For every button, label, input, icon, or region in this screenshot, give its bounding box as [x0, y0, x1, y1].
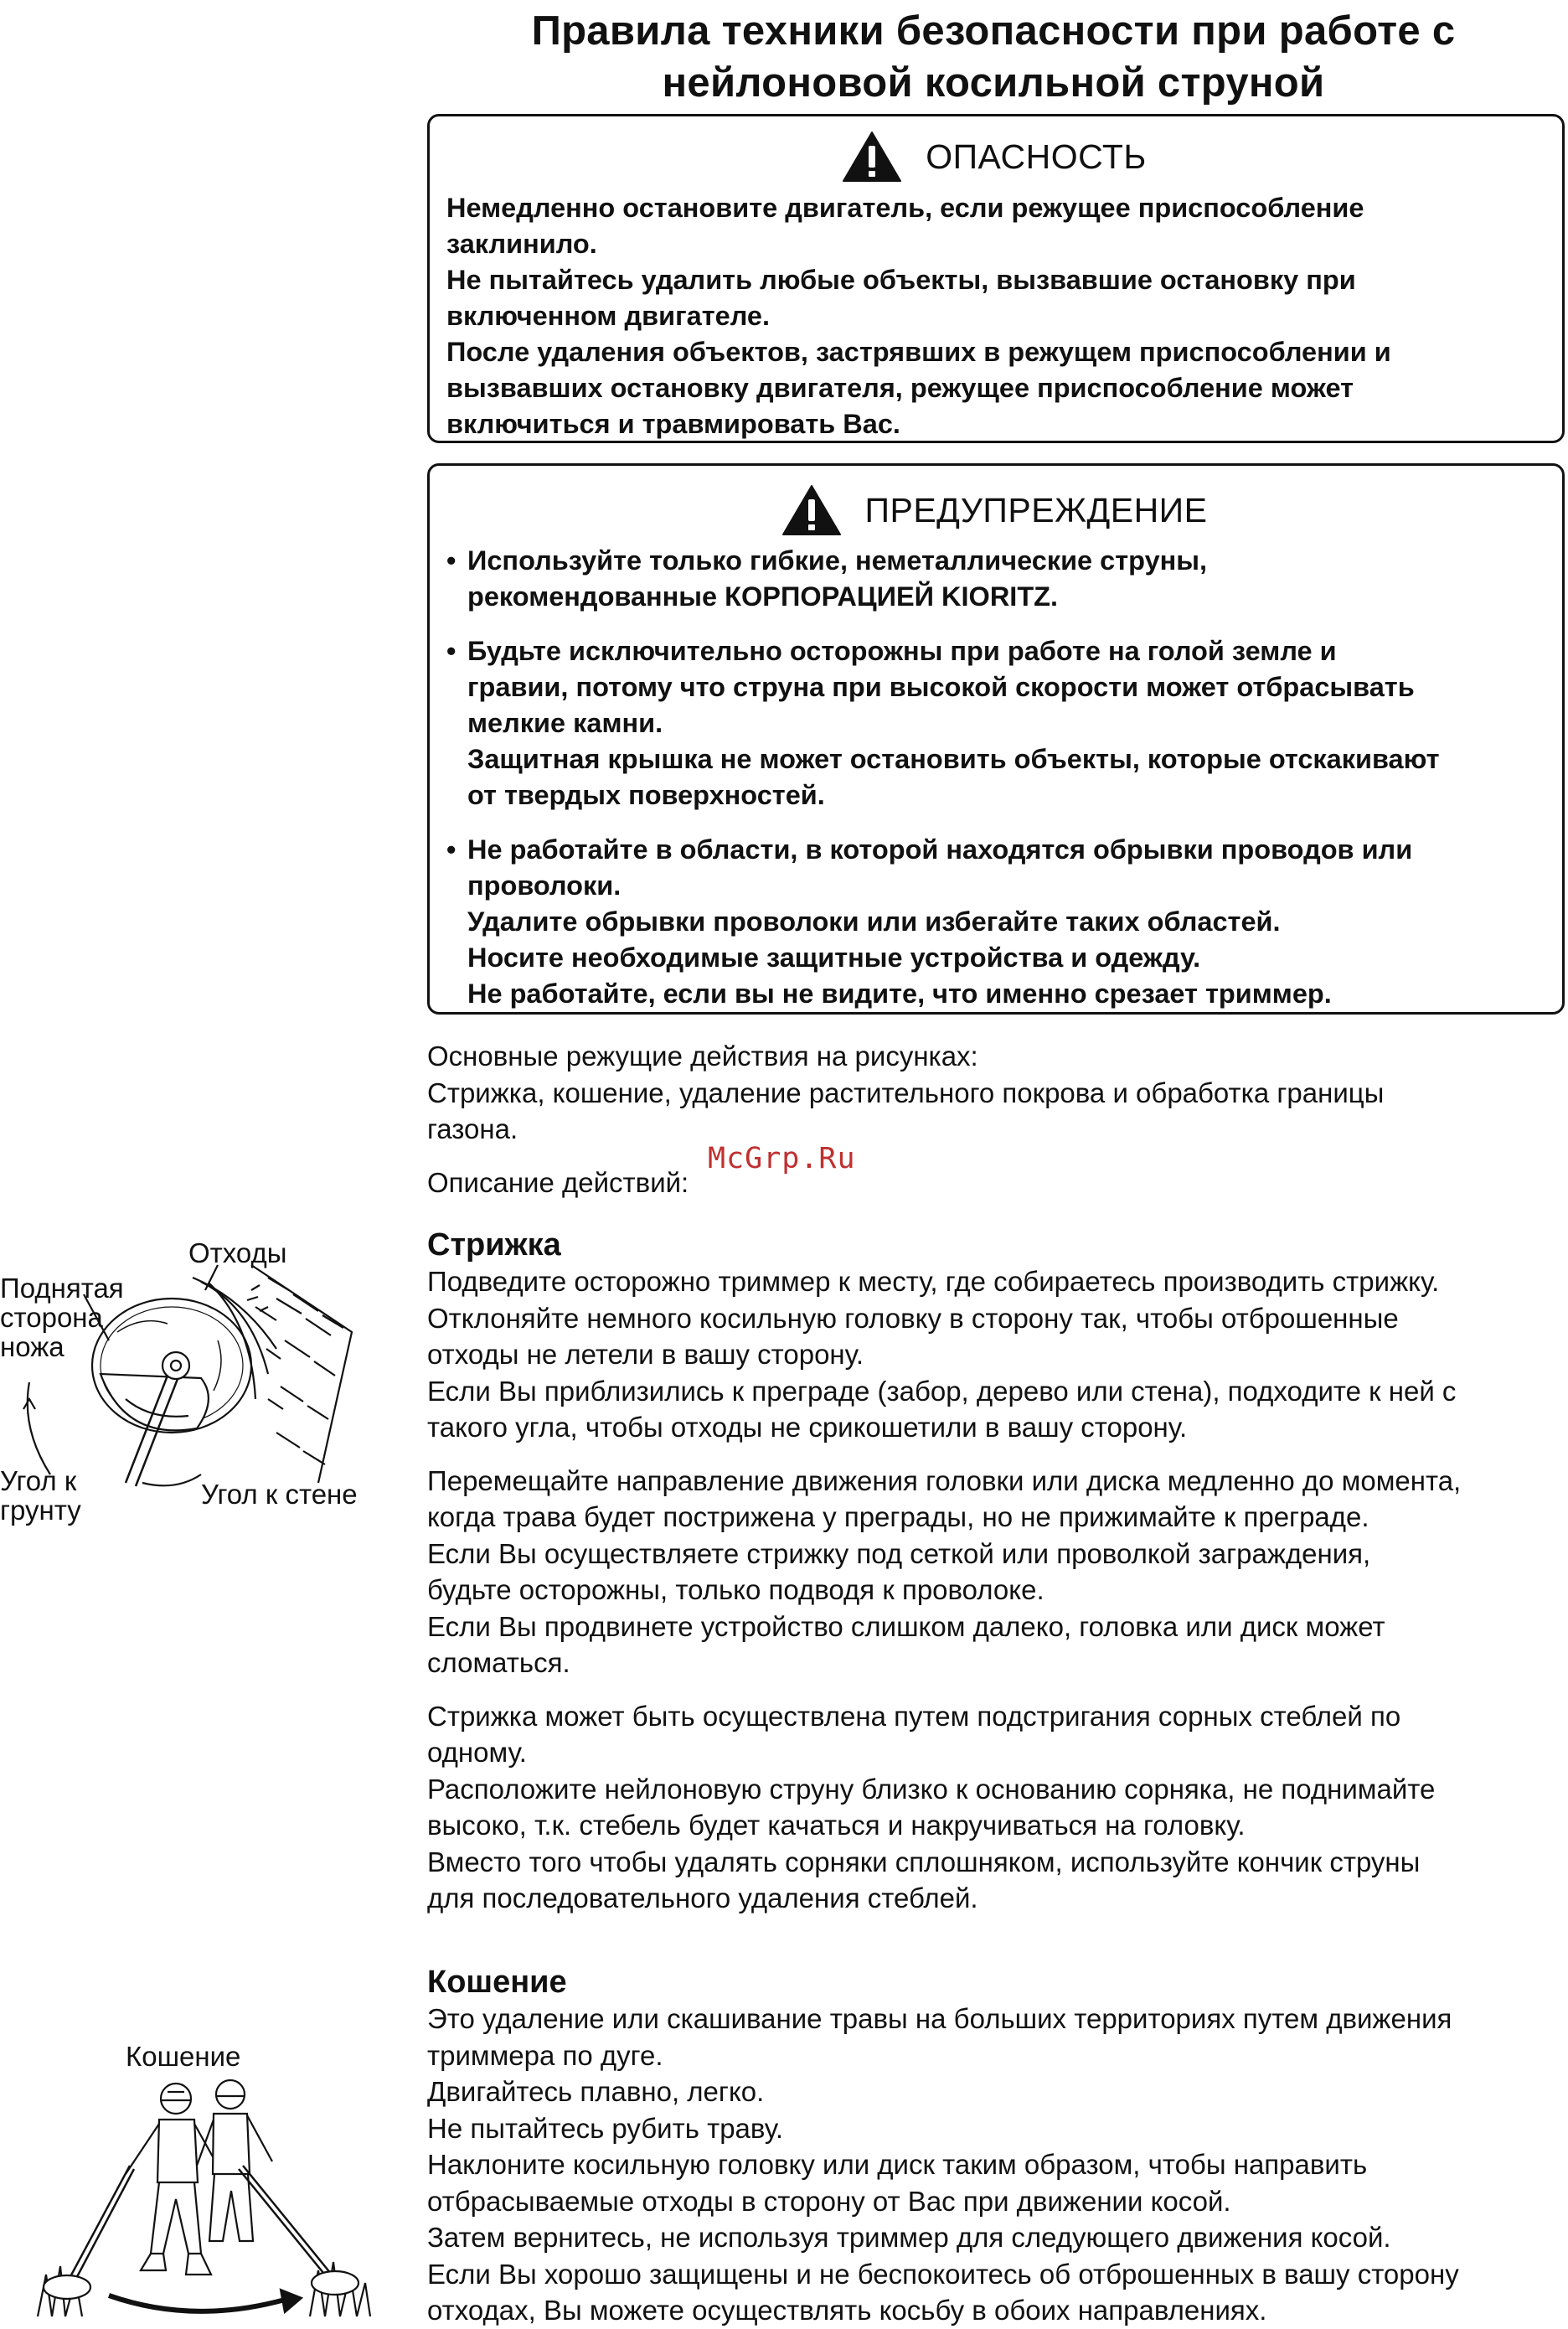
danger-header — [446, 123, 1542, 190]
danger-line: включиться и травмировать Вас. — [446, 409, 900, 439]
trimming-line: Перемещайте направление движения головки или диска медленно до момента, — [427, 1464, 1462, 1496]
title-line-2: нейлоновой косильной струной — [662, 60, 1325, 106]
mowing-heading: Кошение — [427, 1965, 567, 2000]
danger-line: Не пытайтесь удалить любые объекты, вызвавшие остановку при — [446, 265, 1356, 295]
trimming-line: для последовательного удаления стеблей. — [427, 1882, 978, 1913]
trimming-line: Если Вы продвинете устройство слишком далеко, головка или диск может — [427, 1610, 1385, 1642]
danger-line: вызвавших остановку двигателя, режущее приспособление может — [446, 373, 1354, 403]
mowing-line: Затем вернитесь, не используя триммер для следующего движения косой. — [427, 2222, 1391, 2253]
warning-line: от твердых поверхностей. — [467, 780, 825, 810]
intro-section — [427, 1038, 1566, 1201]
trimming-line: Если Вы осуществляете стрижку под сеткой или проволкой заграждения, — [427, 1537, 1371, 1569]
danger-line: заклинило. — [446, 229, 597, 259]
watermark: McGrp.Ru — [708, 1142, 856, 1175]
trimming-line: Подведите осторожно триммер к месту, где собираетесь производить стрижку. — [427, 1266, 1440, 1297]
fig1-label-wall: Угол к стене — [201, 1479, 358, 1510]
mowing-line: Двигайтесь плавно, легко. — [427, 2076, 765, 2107]
warning-triangle-icon — [781, 484, 842, 536]
trimming-line: одному. — [427, 1737, 527, 1768]
warning-line: Не работайте, если вы не видите, что именно срезает триммер. — [467, 979, 1332, 1009]
mowing-line: триммера по дуге. — [427, 2039, 663, 2071]
warning-line: Будьте исключительно осторожны при работе на голой земле и — [467, 636, 1337, 666]
warning-bullet — [446, 633, 1542, 813]
mowing-line: отбрасываемые отходы в сторону от Вас при движении косой. — [427, 2185, 1231, 2217]
mowing-line: Это удаление или скашивание травы на больших территориях путем движения — [427, 2003, 1452, 2034]
fig1-label-raised-3: ножа — [0, 1331, 64, 1362]
warning-box — [427, 463, 1565, 1015]
page-title — [426, 5, 1561, 109]
bullet-dot: • — [446, 834, 456, 865]
trimming-line: когда трава будет пострижена у преграды, но не прижимайте к преграде. — [427, 1501, 1369, 1532]
warning-header — [446, 478, 1542, 543]
danger-line: включенном двигателе. — [446, 301, 771, 331]
mowing-line: Не пытайтесь рубить траву. — [427, 2112, 784, 2144]
bullet-dot: • — [446, 636, 456, 666]
warning-text — [446, 543, 1542, 1012]
fig1-label-raised-2: сторона — [0, 1302, 103, 1333]
intro-line: газона. — [427, 1113, 518, 1144]
trimming-line: Отклоняйте немного косильную головку в сторону так, чтобы отброшенные — [427, 1302, 1399, 1334]
fig1-label-raised-1: Поднятая — [0, 1273, 124, 1304]
title-line-1: Правила техники безопасности при работе с — [531, 8, 1456, 54]
trimming-heading: Стрижка — [427, 1227, 561, 1263]
fig1-label-debris: Отходы — [188, 1237, 287, 1268]
warning-line: Используйте только гибкие, неметаллические струны, — [467, 545, 1208, 576]
trimming-line: будьте осторожны, только подводя к проволоке. — [427, 1574, 1044, 1605]
warning-bullet — [446, 832, 1542, 1012]
fig1-label-ground-2: грунту — [0, 1495, 81, 1526]
trimming-line: Если Вы приблизились к преграде (забор, дерево или стена), подходите к ней с — [427, 1375, 1457, 1407]
intro-line: Стрижка, кошение, удаление растительного покрова и обработка границы — [427, 1077, 1385, 1108]
trimming-line: Стрижка может быть осуществлена путем подстригания сорных стеблей по — [427, 1700, 1401, 1732]
trimming-line: Вместо того чтобы удалять сорняки сплошняком, используйте кончик струны — [427, 1846, 1421, 1877]
warning-line: проволоки. — [467, 870, 622, 901]
warning-line: рекомендованные КОРПОРАЦИЕЙ KIORITZ. — [467, 581, 1059, 612]
mowing-line: отходах, Вы можете осуществлять косьбу в обоих направлениях. — [427, 2295, 1267, 2326]
warning-line: мелкие камни. — [467, 708, 663, 738]
warning-heading: ПРЕДУПРЕЖДЕНИЕ — [864, 490, 1208, 529]
mowing-line: Наклоните косильную головку или диск таким образом, чтобы направить — [427, 2149, 1368, 2180]
warning-line: Носите необходимые защитные устройства и одежду. — [467, 942, 1201, 973]
trimming-line: Расположите нейлоновую струну близко к основанию сорняка, не поднимайте — [427, 1773, 1436, 1805]
trimming-line: высоко, т.к. стебель будет качаться и накручиваться на головку. — [427, 1810, 1246, 1841]
danger-line: После удаления объектов, застрявших в режущем приспособлении и — [446, 337, 1391, 367]
warning-line: Не работайте в области, в которой находятся обрывки проводов или — [467, 834, 1413, 865]
trimming-section — [427, 1226, 1566, 1917]
trimming-line: сломаться. — [427, 1647, 570, 1678]
trimming-line: отходы не летели в вашу сторону. — [427, 1339, 864, 1370]
warning-line: Защитная крышка не может остановить объекты, которые отскакивают — [467, 744, 1440, 774]
bullet-dot: • — [446, 545, 456, 576]
danger-text — [446, 190, 1542, 442]
warning-bullet — [446, 543, 1542, 615]
fig2-label: Кошение — [126, 2041, 241, 2072]
warning-line: Удалите обрывки проволоки или избегайте таких областей. — [467, 906, 1281, 937]
trimming-line: такого угла, чтобы отходы не срикошетили в вашу сторону. — [427, 1412, 1188, 1443]
danger-heading: ОПАСНОСТЬ — [926, 137, 1147, 176]
intro-line: Основные режущие действия на рисунках: — [427, 1041, 978, 1072]
mowing-illustration — [34, 2073, 377, 2321]
warning-line: гравии, потому что струна при высокой скорости может отбрасывать — [467, 672, 1415, 702]
mowing-section — [427, 1964, 1566, 2329]
warning-triangle-icon — [842, 131, 902, 183]
danger-box — [427, 114, 1565, 443]
mowing-line: Если Вы хорошо защищены и не беспокоитесь об отброшенных в вашу сторону — [427, 2258, 1459, 2290]
fig1-label-ground-1: Угол к — [0, 1465, 77, 1496]
intro-description-label: Описание действий: — [427, 1166, 689, 1198]
danger-line: Немедленно остановите двигатель, если режущее приспособление — [446, 193, 1364, 223]
trimming-illustration — [0, 1232, 385, 1533]
